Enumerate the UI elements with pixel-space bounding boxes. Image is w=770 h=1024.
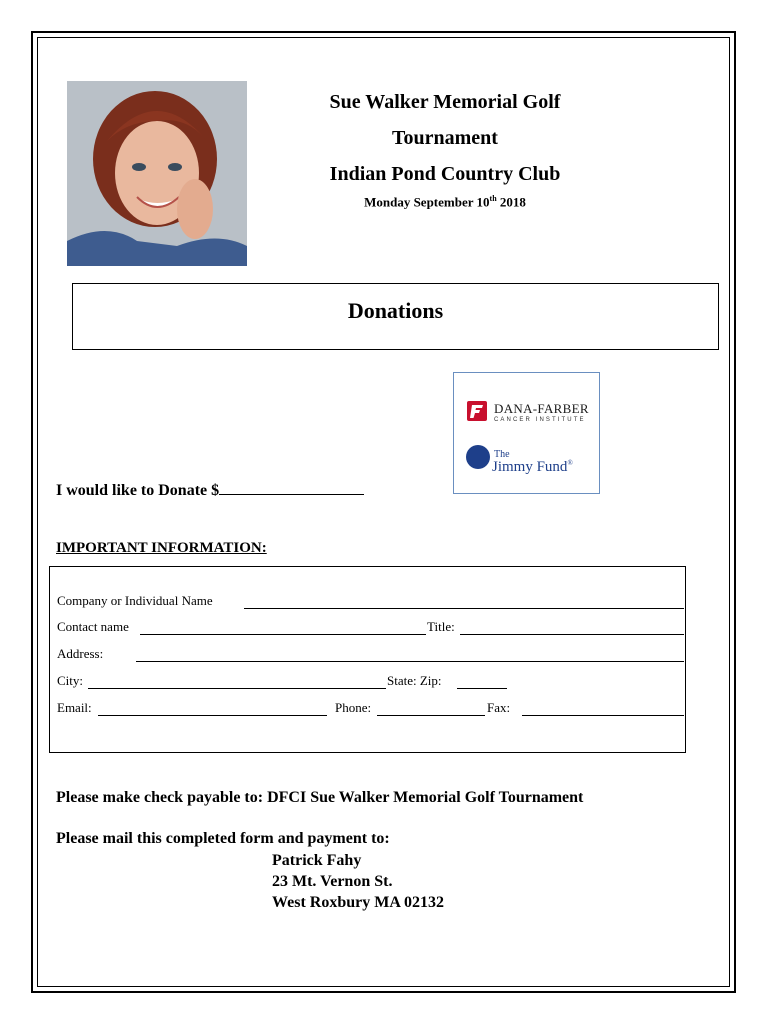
- email-field[interactable]: [98, 715, 327, 716]
- state-zip-label: State: Zip:: [387, 673, 442, 688]
- donation-amount-field[interactable]: [219, 480, 364, 495]
- event-date: [290, 194, 600, 210]
- payable-instructions: Please make check payable to: DFCI Sue Walker Memorial Golf Tournament: [56, 789, 584, 806]
- phone-field[interactable]: [377, 715, 485, 716]
- company-field[interactable]: [244, 608, 684, 609]
- donations-banner: [72, 283, 719, 350]
- fax-label: Fax:: [487, 700, 511, 715]
- portrait-photo: [67, 81, 247, 266]
- contact-info-form: [49, 566, 686, 753]
- event-venue: Indian Pond Country Club: [329, 163, 561, 185]
- donations-title: Donations: [347, 298, 444, 323]
- sponsor-logo: [453, 372, 600, 494]
- contact-field[interactable]: [140, 634, 426, 635]
- important-info-heading: IMPORTANT INFORMATION:: [56, 540, 267, 556]
- mail-city: West Roxbury MA 02132: [272, 894, 444, 911]
- registered-mark: ®: [567, 459, 573, 467]
- city-field[interactable]: [88, 688, 386, 689]
- event-title-line-1: Sue Walker Memorial Golf: [329, 91, 561, 113]
- jimmy-fund-name: [492, 459, 573, 476]
- jimmy-fund-logo-icon: [466, 445, 490, 469]
- event-date-suffix: th: [489, 194, 497, 203]
- donation-label: I would like to Donate $: [56, 482, 220, 499]
- mail-instructions: Please mail this completed form and payment to:: [56, 830, 390, 847]
- mail-recipient: Patrick Fahy: [272, 852, 362, 869]
- contact-label: Contact name: [57, 619, 129, 634]
- dana-farber-name: DANA-FARBER: [494, 401, 589, 416]
- dana-farber-logo-icon: [467, 401, 487, 421]
- jimmy-fund-name-text: Jimmy Fund: [492, 459, 568, 475]
- event-title-line-2: Tournament: [392, 127, 498, 149]
- event-date-text: Monday September 10: [364, 194, 490, 210]
- jimmy-fund-the: The: [494, 449, 510, 460]
- mail-street: 23 Mt. Vernon St.: [272, 873, 393, 890]
- company-label: Company or Individual Name: [57, 593, 213, 608]
- address-field[interactable]: [136, 661, 684, 662]
- city-label: City:: [57, 673, 84, 688]
- title-field[interactable]: [460, 634, 684, 635]
- title-label: Title:: [427, 619, 455, 634]
- email-label: Email:: [57, 700, 92, 715]
- phone-label: Phone:: [335, 700, 372, 715]
- zip-field[interactable]: [457, 688, 507, 689]
- address-label: Address:: [57, 646, 104, 661]
- fax-field[interactable]: [522, 715, 684, 716]
- dana-farber-subtitle: CANCER INSTITUTE: [494, 417, 586, 423]
- portrait-image: [67, 81, 247, 266]
- donation-amount-line: [56, 480, 364, 500]
- event-date-year: 2018: [496, 194, 526, 210]
